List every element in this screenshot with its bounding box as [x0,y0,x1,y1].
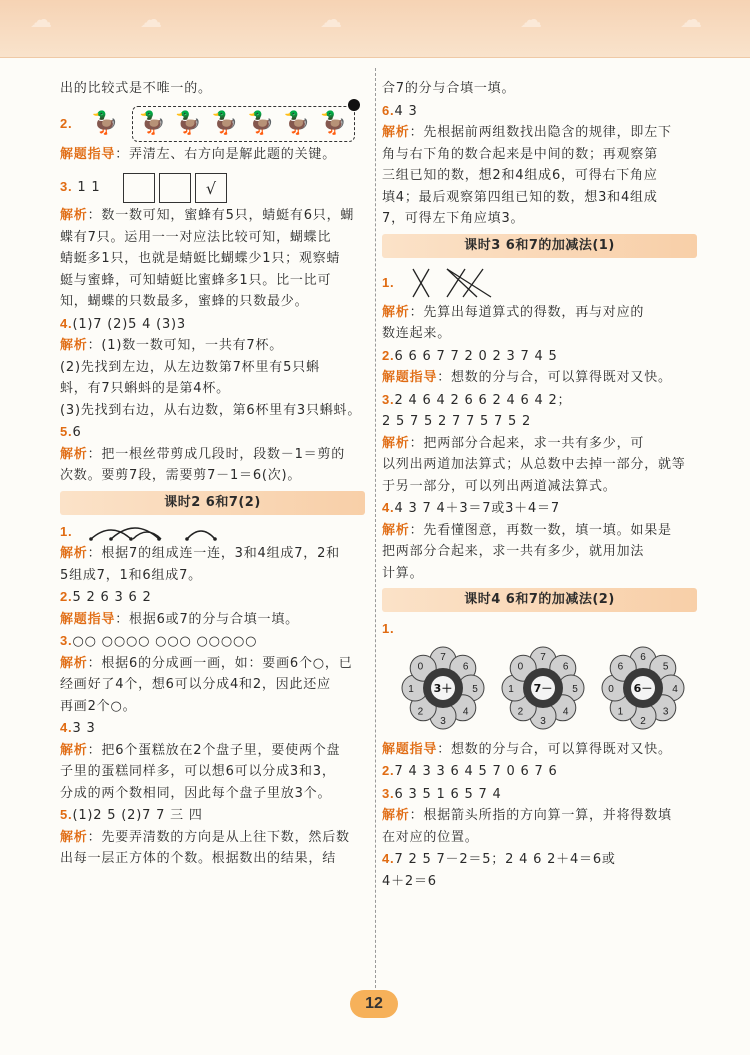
hint-text: ：想数的分与合，可以算得既对又快。 [437,370,672,385]
analysis-text: 数连起来。 [382,326,452,341]
question-1: 1. [382,264,697,302]
petal-number: 2 [640,715,646,727]
petal-number: 6 [640,651,646,663]
analysis-tag: 解析 [60,655,88,671]
cloud-icon: ☁ [680,8,702,33]
analysis-text: 知，蝴蝶的只数最多，蜜蜂的只数最少。 [60,294,309,309]
petal-number: 4 [672,683,678,695]
cloud-icon: ☁ [520,8,542,33]
analysis-text: ：先根据前两组数找出隐含的规律，即左下 [409,125,672,140]
question-number: 3. [382,391,395,407]
answer-text: 6 [72,425,82,440]
analysis-text: 出每一层正方体的个数。根据数出的结果，结 [60,851,337,866]
page-header-band [0,0,750,58]
cloud-icon: ☁ [30,8,52,33]
page-number: 12 [350,990,398,1018]
duck-icon: 🦆 [283,111,312,136]
analysis-text: 三组已知的数，想2和4组成6，可得右下角应 [382,168,658,183]
analysis-text: (3)先找到右边，从右边数，第6杯里有3只蝌蚪。 [60,402,362,418]
analysis-text: ：把6个蛋糕放在2个盘子里，要使两个盘 [87,742,341,758]
question-number: 6. [382,102,395,118]
answer-text: (1)7 (2)5 4 (3)3 [72,316,186,332]
analysis-text: 分成的两个数相同，因此每个盘子里放3个。 [60,785,332,801]
analysis-text: 蜓与蜜蜂，可知蜻蜓比蜜蜂多1只。比一比可 [60,272,332,288]
answer-text: 4 3 7 4＋3＝7或3＋4＝7 [394,501,560,516]
analysis-tag: 解析 [382,304,410,320]
question-number: 5. [60,424,73,439]
analysis-text: ：先看懂图意，再数一数，填一填。如果是 [409,522,672,538]
analysis-text: 把两部分合起来，求一共有多少，就用加法 [382,544,645,559]
answer-text: 7 4 3 3 6 4 5 7 0 6 7 6 [394,764,558,779]
petal-number: 6 [562,660,569,672]
analysis-text: 角与右下角的数合起来是中间的数；再观察第 [382,146,659,162]
analysis-text: 填4；最后观察第四组已知的数，想3和4组成 [382,189,658,205]
number-flower [600,645,686,731]
section-title: 课时3 6和7的加减法(1) [382,234,697,258]
analysis-tag: 解析 [60,208,88,223]
analysis-text: 蝶有7只。运用一一对应法比较可知，蝴蝶比 [60,229,332,245]
hint-tag: 解题指导 [382,370,438,385]
question-number: 5. [60,807,73,822]
petal-number: 1 [508,683,514,695]
question-number: 4. [60,720,73,735]
answer-text: 2 5 7 5 2 7 7 5 7 5 2 [382,414,532,429]
question-number: 4. [382,851,395,866]
petal-number: 0 [417,660,424,672]
cloud-icon: ☁ [320,8,342,33]
answer-text: 4 3 [394,103,418,119]
petal-number: 7 [440,651,446,663]
analysis-text: ：先算出每道算式的得数，再与对应的 [409,304,645,320]
hint-text: ：想数的分与合，可以算得既对又快。 [437,741,672,757]
duck-icon: 🦆 [319,111,348,136]
answer-text: 5 2 6 3 6 2 [72,590,152,605]
analysis-tag: 解析 [60,338,88,353]
matching-lines-figure [407,265,497,301]
question-number: 4. [60,315,73,331]
text-line: 出的比较式是不唯一的。 [60,81,212,96]
question-2: 2. 🦆 🦆 🦆 🦆 🦆 🦆 🦆 [60,104,365,144]
petal-number: 3 [440,715,446,727]
answer-box [159,173,191,203]
answer-text: 3 3 [72,721,96,736]
analysis-text: (2)先找到左边，从左边数第7杯里有5只蝌 [60,359,320,375]
petal-number: 0 [608,683,614,695]
duck-icon: 🦆 [211,111,240,136]
question-number: 2. [60,589,73,604]
question-number: 2. [382,347,395,363]
answer-text: 1 1 [77,180,101,195]
petal-number: 7 [540,651,546,663]
analysis-text: ：(1)数一数可知，一共有7杯。 [87,338,284,353]
analysis-tag: 解析 [60,829,88,845]
answer-text: 7 2 5 7－2＝5；2 4 6 2＋4＝6或 [394,852,616,867]
left-column [60,78,365,870]
analysis-text: 计算。 [382,565,424,581]
analysis-text: ：先要弄清数的方向是从上往下数，然后数 [87,829,350,845]
analysis-text: ：根据6的分成画一画，如：要画6个○，已 [87,655,353,671]
question-1: 1. [60,521,365,544]
flower-operator: 7－ [533,681,553,695]
answer-text: ○○ ○○○○ ○○○ ○○○○○ [72,634,258,649]
petal-number: 1 [617,706,624,718]
question-3: 3. 1 1 √ [60,169,365,205]
right-column [382,78,697,892]
petal-number: 3 [540,715,546,727]
analysis-tag: 解析 [60,446,88,462]
cloud-icon: ☁ [140,8,162,33]
analysis-text: 蜻蜓多1只，也就是蜻蜓比蝴蝶少1只；观察蜻 [60,251,341,266]
petal-number: 4 [562,706,569,718]
flower-operator: 6－ [633,681,653,695]
analysis-text: 于另一部分，可以列出两道减法算式。 [382,478,617,494]
answer-text: 6 6 6 7 7 2 0 2 3 7 4 5 [394,348,558,364]
analysis-text: ：把两部分合起来，求一共有多少，可 [409,435,645,451]
petal-number: 2 [517,706,524,718]
duck-icon: 🦆 [174,111,203,136]
duck-icon: 🦆 [247,111,276,136]
petal-number: 6 [462,660,469,672]
hint-text: ：根据6或7的分与合填一填。 [115,611,299,627]
answer-text: 6 3 5 1 6 5 7 4 [394,786,502,802]
hint-tag: 解题指导 [60,146,116,162]
column-divider [375,68,376,988]
question-number: 3. [382,785,395,801]
petal-number: 1 [408,683,414,695]
analysis-tag: 解析 [60,546,88,561]
question-number: 2. [382,763,395,778]
petal-number: 4 [462,706,469,718]
hint-tag: 解题指导 [60,611,116,627]
analysis-text: 以列出两道加法算式；从总数中去掉一部分，就等 [382,457,686,472]
section-title: 课时4 6和7的加减法(2) [382,588,697,612]
analysis-tag: 解析 [60,742,88,758]
section-title: 课时2 6和7(2) [60,491,365,515]
analysis-text: 5组成7，1和6组成7。 [60,567,202,583]
petal-number: 5 [572,683,578,695]
petal-number: 5 [662,660,669,672]
answer-text: (1)2 5 (2)7 7 三 四 [72,808,203,823]
analysis-tag: 解析 [382,808,410,823]
analysis-text: 经画好了4个，想6可以分成4和2，因此还应 [60,677,331,692]
answer-box: √ [195,173,227,203]
text-line: 合7的分与合填一填。 [382,81,516,96]
hint-text: ：弄清左、右方向是解此题的关键。 [115,146,337,162]
analysis-text: 蜓有6只，蝴 [276,208,355,223]
arc-figure [87,523,237,541]
petal-number: 3 [662,706,669,718]
duck-icon: 🦆 [138,111,167,136]
analysis-tag: 解析 [382,522,410,538]
analysis-text: 在对应的位置。 [382,829,479,845]
analysis-text: 再画2个○。 [60,698,137,714]
analysis-text: ：数一数可知，蜜蜂有5只，蜻 [87,208,277,223]
analysis-tag: 解析 [382,125,410,140]
analysis-text: ：把一根丝带剪成几段时，段数－1＝剪的 [87,446,346,462]
answer-box [123,173,155,203]
duck-figure [91,104,354,144]
analysis-text: 子里的蛋糕同样多，可以想6可以分成3和3， [60,764,336,779]
duck-icon: 🦆 [91,111,120,136]
analysis-text: 蚪，有7只蝌蚪的是第4杯。 [60,381,230,396]
duck-group-box [132,106,355,142]
question-number: 3. [60,633,73,648]
answer-text: 2 4 6 4 2 6 6 2 4 6 4 2； [394,392,572,408]
dot-marker [348,99,360,111]
analysis-text: 7，可得左下角应填3。 [382,211,525,226]
hint-tag: 解题指导 [382,741,438,757]
answer-text: 4＋2＝6 [382,873,437,889]
flower-operator: 3＋ [433,681,453,695]
petal-number: 5 [472,683,478,695]
answer-boxes [123,173,227,203]
number-flower [400,645,486,731]
question-number: 4. [382,500,395,515]
petal-number: 0 [517,660,524,672]
number-flowers-figure [400,645,697,731]
analysis-text: ：根据7的组成连一连，3和4组成7，2和 [87,546,340,561]
petal-number: 2 [417,706,424,718]
analysis-text: ：根据箭头所指的方向算一算，并将得数填 [409,808,672,823]
analysis-text: 次数。要剪7段，需要剪7－1＝6(次)。 [60,468,302,483]
petal-number: 6 [617,660,624,672]
question-1: 1. [382,621,395,636]
number-flower [500,645,586,731]
analysis-tag: 解析 [382,435,410,451]
